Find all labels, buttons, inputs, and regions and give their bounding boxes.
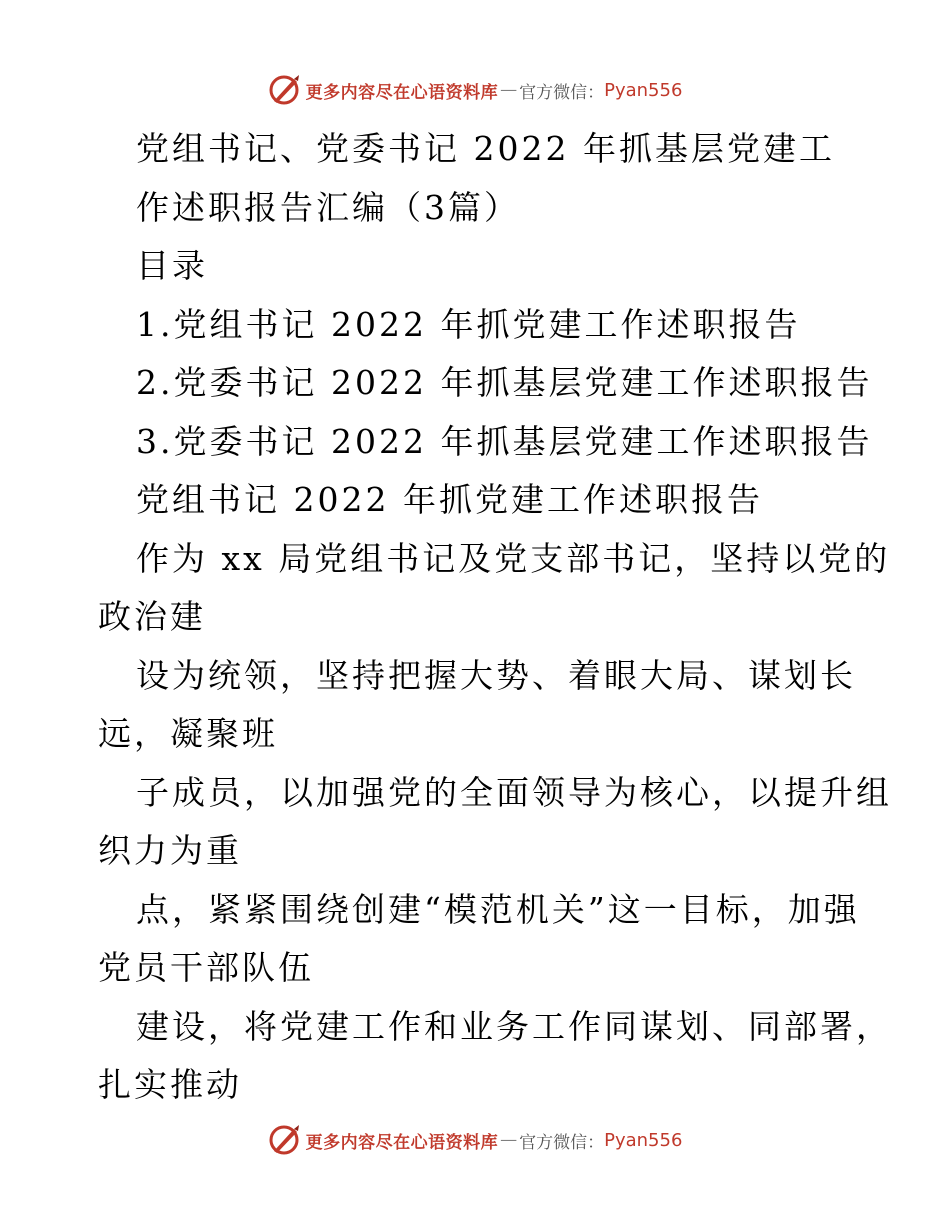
section-heading: 党组书记 2022 年抓党建工作述职报告 <box>136 480 763 519</box>
paragraph-line: 建设，将党建工作和业务工作同谋划、同部署， <box>136 1006 892 1046</box>
paragraph-line: 点，紧紧围绕创建“模范机关”这一目标，加强 <box>136 889 860 929</box>
quill-pen-icon <box>268 1123 302 1157</box>
paragraph-line: 设为统领，坚持把握大势、着眼大局、谋划长 <box>136 655 856 695</box>
footer-watermark <box>0 1120 950 1160</box>
watermark-site-name: 更多内容尽在心语资料库 <box>305 82 499 103</box>
paragraph-line: 作为 xx 局党组书记及党支部书记，坚持以党的 <box>136 538 891 578</box>
paragraph-line: 织力为重 <box>98 831 242 870</box>
paragraph-line: 远，凝聚班 <box>98 714 278 753</box>
document-title-line-1: 党组书记、党委书记 2022 年抓基层党建工 <box>136 129 835 168</box>
watermark-site-name: 更多内容尽在心语资料库 <box>305 1132 499 1153</box>
document-body <box>98 120 892 1115</box>
watermark-wechat-id: Pyan556 <box>604 1129 683 1151</box>
toc-item-2: 2.党委书记 2022 年抓基层党建工作述职报告 <box>136 363 873 402</box>
header-watermark <box>0 70 950 110</box>
paragraph-line: 党员干部队伍 <box>98 948 314 987</box>
document-title-line-2: 作述职报告汇编（3篇） <box>136 187 520 227</box>
watermark-wechat-id: Pyan556 <box>604 79 683 101</box>
watermark-separator: — <box>500 80 518 100</box>
watermark-wechat-label: 官方微信： <box>519 1132 605 1153</box>
toc-item-1: 1.党组书记 2022 年抓党建工作述职报告 <box>136 304 801 344</box>
toc-item-3: 3.党委书记 2022 年抓基层党建工作述职报告 <box>136 421 873 461</box>
quill-pen-icon <box>268 73 302 107</box>
paragraph-line: 扎实推动 <box>98 1065 242 1104</box>
toc-heading: 目录 <box>136 246 208 285</box>
watermark-separator: — <box>500 1130 518 1150</box>
watermark-wechat-label: 官方微信： <box>519 82 605 103</box>
paragraph-line: 政治建 <box>98 597 206 636</box>
paragraph-line: 子成员，以加强党的全面领导为核心，以提升组 <box>136 772 892 812</box>
